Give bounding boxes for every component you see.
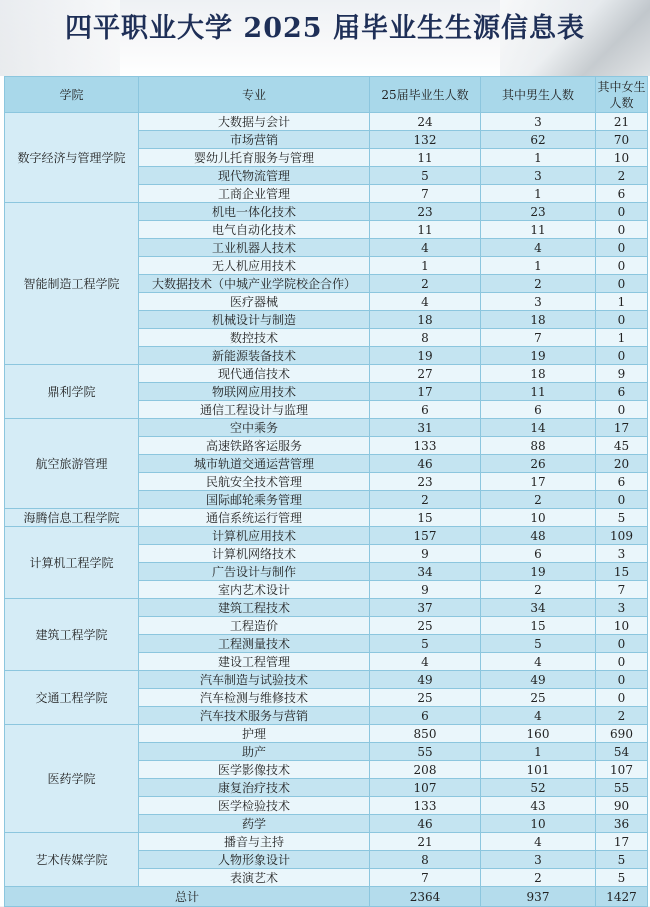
graduate-count: 25: [370, 617, 481, 635]
female-count: 5: [596, 851, 648, 869]
major-name: 播音与主持: [139, 833, 370, 851]
college-name: 智能制造工程学院: [5, 203, 139, 365]
major-name: 工商企业管理: [139, 185, 370, 203]
male-count: 10: [481, 815, 596, 833]
major-name: 计算机网络技术: [139, 545, 370, 563]
major-name: 人物形象设计: [139, 851, 370, 869]
college-name: 艺术传媒学院: [5, 833, 139, 887]
graduate-count: 4: [370, 653, 481, 671]
female-count: 0: [596, 239, 648, 257]
female-count: 107: [596, 761, 648, 779]
female-count: 45: [596, 437, 648, 455]
female-count: 0: [596, 203, 648, 221]
female-count: 0: [596, 257, 648, 275]
major-name: 康复治疗技术: [139, 779, 370, 797]
female-count: 36: [596, 815, 648, 833]
female-count: 5: [596, 869, 648, 887]
major-name: 数控技术: [139, 329, 370, 347]
table-row: [5, 365, 648, 383]
major-name: 无人机应用技术: [139, 257, 370, 275]
graduate-count: 8: [370, 851, 481, 869]
graduate-count: 4: [370, 293, 481, 311]
table-row: [5, 509, 648, 527]
male-count: 18: [481, 365, 596, 383]
graduate-count: 15: [370, 509, 481, 527]
header-female: 其中女生人数: [596, 77, 648, 113]
male-count: 5: [481, 635, 596, 653]
male-count: 101: [481, 761, 596, 779]
graduate-count: 9: [370, 545, 481, 563]
total-female: 1427: [596, 887, 648, 907]
female-count: 0: [596, 401, 648, 419]
graduate-count: 25: [370, 689, 481, 707]
female-count: 0: [596, 653, 648, 671]
graduate-count: 133: [370, 437, 481, 455]
male-count: 62: [481, 131, 596, 149]
female-count: 90: [596, 797, 648, 815]
male-count: 4: [481, 653, 596, 671]
graduate-count: 2: [370, 275, 481, 293]
graduate-count: 7: [370, 185, 481, 203]
header-male: 其中男生人数: [481, 77, 596, 113]
table-row: [5, 599, 648, 617]
major-name: 物联网应用技术: [139, 383, 370, 401]
major-name: 汽车检测与维修技术: [139, 689, 370, 707]
male-count: 11: [481, 221, 596, 239]
female-count: 0: [596, 491, 648, 509]
graduate-count: 850: [370, 725, 481, 743]
male-count: 4: [481, 833, 596, 851]
graduate-count: 5: [370, 635, 481, 653]
female-count: 10: [596, 149, 648, 167]
graduate-count: 46: [370, 815, 481, 833]
male-count: 88: [481, 437, 596, 455]
total-row: [5, 887, 648, 907]
female-count: 0: [596, 671, 648, 689]
table-row: [5, 725, 648, 743]
graduate-count: 2: [370, 491, 481, 509]
male-count: 1: [481, 743, 596, 761]
graduate-count: 34: [370, 563, 481, 581]
major-name: 民航安全技术管理: [139, 473, 370, 491]
male-count: 1: [481, 185, 596, 203]
graduate-count: 9: [370, 581, 481, 599]
college-name: 交通工程学院: [5, 671, 139, 725]
graduate-count: 11: [370, 149, 481, 167]
graduate-count: 6: [370, 401, 481, 419]
major-name: 工业机器人技术: [139, 239, 370, 257]
male-count: 15: [481, 617, 596, 635]
major-name: 建设工程管理: [139, 653, 370, 671]
graduate-count: 18: [370, 311, 481, 329]
female-count: 6: [596, 383, 648, 401]
college-name: 数字经济与管理学院: [5, 113, 139, 203]
major-name: 现代物流管理: [139, 167, 370, 185]
male-count: 2: [481, 581, 596, 599]
male-count: 49: [481, 671, 596, 689]
major-name: 表演艺术: [139, 869, 370, 887]
table-row: [5, 833, 648, 851]
male-count: 160: [481, 725, 596, 743]
female-count: 17: [596, 833, 648, 851]
major-name: 工程造价: [139, 617, 370, 635]
table-row: [5, 527, 648, 545]
female-count: 0: [596, 275, 648, 293]
total-male: 937: [481, 887, 596, 907]
male-count: 19: [481, 563, 596, 581]
male-count: 4: [481, 707, 596, 725]
major-name: 医学影像技术: [139, 761, 370, 779]
male-count: 17: [481, 473, 596, 491]
college-name: 航空旅游管理: [5, 419, 139, 509]
graduate-count: 133: [370, 797, 481, 815]
major-name: 通信系统运行管理: [139, 509, 370, 527]
header-major: 专业: [139, 77, 370, 113]
college-name: 计算机工程学院: [5, 527, 139, 599]
graduate-count: 8: [370, 329, 481, 347]
graduate-count: 5: [370, 167, 481, 185]
female-count: 15: [596, 563, 648, 581]
major-name: 汽车技术服务与营销: [139, 707, 370, 725]
major-name: 大数据技术（中城产业学院校企合作）: [139, 275, 370, 293]
male-count: 25: [481, 689, 596, 707]
major-name: 婴幼儿托育服务与管理: [139, 149, 370, 167]
female-count: 0: [596, 635, 648, 653]
female-count: 70: [596, 131, 648, 149]
major-name: 机电一体化技术: [139, 203, 370, 221]
male-count: 3: [481, 851, 596, 869]
male-count: 19: [481, 347, 596, 365]
major-name: 空中乘务: [139, 419, 370, 437]
male-count: 3: [481, 293, 596, 311]
college-name: 海腾信息工程学院: [5, 509, 139, 527]
college-name: 建筑工程学院: [5, 599, 139, 671]
major-name: 高速铁路客运服务: [139, 437, 370, 455]
male-count: 14: [481, 419, 596, 437]
male-count: 34: [481, 599, 596, 617]
female-count: 0: [596, 311, 648, 329]
male-count: 3: [481, 167, 596, 185]
female-count: 0: [596, 221, 648, 239]
male-count: 6: [481, 401, 596, 419]
table-body: [5, 113, 648, 887]
table-header-row: [5, 77, 648, 113]
total-count: 2364: [370, 887, 481, 907]
graduate-count: 7: [370, 869, 481, 887]
major-name: 医疗器械: [139, 293, 370, 311]
major-name: 市场营销: [139, 131, 370, 149]
female-count: 55: [596, 779, 648, 797]
college-name: 医药学院: [5, 725, 139, 833]
female-count: 17: [596, 419, 648, 437]
major-name: 城市轨道交通运营管理: [139, 455, 370, 473]
header-college: 学院: [5, 77, 139, 113]
table-row: [5, 671, 648, 689]
female-count: 3: [596, 545, 648, 563]
graduate-count: 23: [370, 473, 481, 491]
graduate-count: 4: [370, 239, 481, 257]
major-name: 新能源装备技术: [139, 347, 370, 365]
female-count: 690: [596, 725, 648, 743]
male-count: 18: [481, 311, 596, 329]
graduate-count: 46: [370, 455, 481, 473]
graduate-table: [4, 76, 648, 907]
header-total: 25届毕业生人数: [370, 77, 481, 113]
graduate-count: 49: [370, 671, 481, 689]
major-name: 建筑工程技术: [139, 599, 370, 617]
graduate-count: 6: [370, 707, 481, 725]
major-name: 医学检验技术: [139, 797, 370, 815]
graduate-count: 132: [370, 131, 481, 149]
graduate-count: 208: [370, 761, 481, 779]
male-count: 1: [481, 257, 596, 275]
female-count: 54: [596, 743, 648, 761]
graduate-count: 21: [370, 833, 481, 851]
female-count: 3: [596, 599, 648, 617]
female-count: 7: [596, 581, 648, 599]
graduate-count: 37: [370, 599, 481, 617]
graduate-count: 1: [370, 257, 481, 275]
graduate-count: 31: [370, 419, 481, 437]
major-name: 药学: [139, 815, 370, 833]
major-name: 护理: [139, 725, 370, 743]
major-name: 室内艺术设计: [139, 581, 370, 599]
male-count: 2: [481, 491, 596, 509]
table-row: [5, 203, 648, 221]
graduate-count: 17: [370, 383, 481, 401]
graduate-count: 157: [370, 527, 481, 545]
male-count: 11: [481, 383, 596, 401]
male-count: 48: [481, 527, 596, 545]
major-name: 通信工程设计与监理: [139, 401, 370, 419]
graduate-count: 107: [370, 779, 481, 797]
table-row: [5, 419, 648, 437]
major-name: 计算机应用技术: [139, 527, 370, 545]
graduate-count: 23: [370, 203, 481, 221]
male-count: 52: [481, 779, 596, 797]
female-count: 6: [596, 473, 648, 491]
female-count: 1: [596, 329, 648, 347]
graduate-count: 24: [370, 113, 481, 131]
male-count: 4: [481, 239, 596, 257]
male-count: 2: [481, 869, 596, 887]
female-count: 21: [596, 113, 648, 131]
major-name: 国际邮轮乘务管理: [139, 491, 370, 509]
major-name: 大数据与会计: [139, 113, 370, 131]
graduate-count: 55: [370, 743, 481, 761]
male-count: 1: [481, 149, 596, 167]
total-label: 总计: [5, 887, 370, 907]
major-name: 助产: [139, 743, 370, 761]
female-count: 2: [596, 707, 648, 725]
female-count: 5: [596, 509, 648, 527]
page-title: 四平职业大学 2025 届毕业生生源信息表: [65, 13, 585, 44]
male-count: 10: [481, 509, 596, 527]
female-count: 0: [596, 347, 648, 365]
male-count: 2: [481, 275, 596, 293]
graduate-count: 27: [370, 365, 481, 383]
major-name: 汽车制造与试验技术: [139, 671, 370, 689]
female-count: 10: [596, 617, 648, 635]
male-count: 26: [481, 455, 596, 473]
major-name: 电气自动化技术: [139, 221, 370, 239]
female-count: 9: [596, 365, 648, 383]
graduate-count: 19: [370, 347, 481, 365]
male-count: 3: [481, 113, 596, 131]
major-name: 广告设计与制作: [139, 563, 370, 581]
table-row: [5, 113, 648, 131]
female-count: 1: [596, 293, 648, 311]
major-name: 现代通信技术: [139, 365, 370, 383]
female-count: 109: [596, 527, 648, 545]
female-count: 0: [596, 689, 648, 707]
male-count: 43: [481, 797, 596, 815]
graduate-count: 11: [370, 221, 481, 239]
female-count: 20: [596, 455, 648, 473]
male-count: 6: [481, 545, 596, 563]
male-count: 23: [481, 203, 596, 221]
male-count: 7: [481, 329, 596, 347]
female-count: 6: [596, 185, 648, 203]
major-name: 工程测量技术: [139, 635, 370, 653]
female-count: 2: [596, 167, 648, 185]
college-name: 鼎利学院: [5, 365, 139, 419]
major-name: 机械设计与制造: [139, 311, 370, 329]
